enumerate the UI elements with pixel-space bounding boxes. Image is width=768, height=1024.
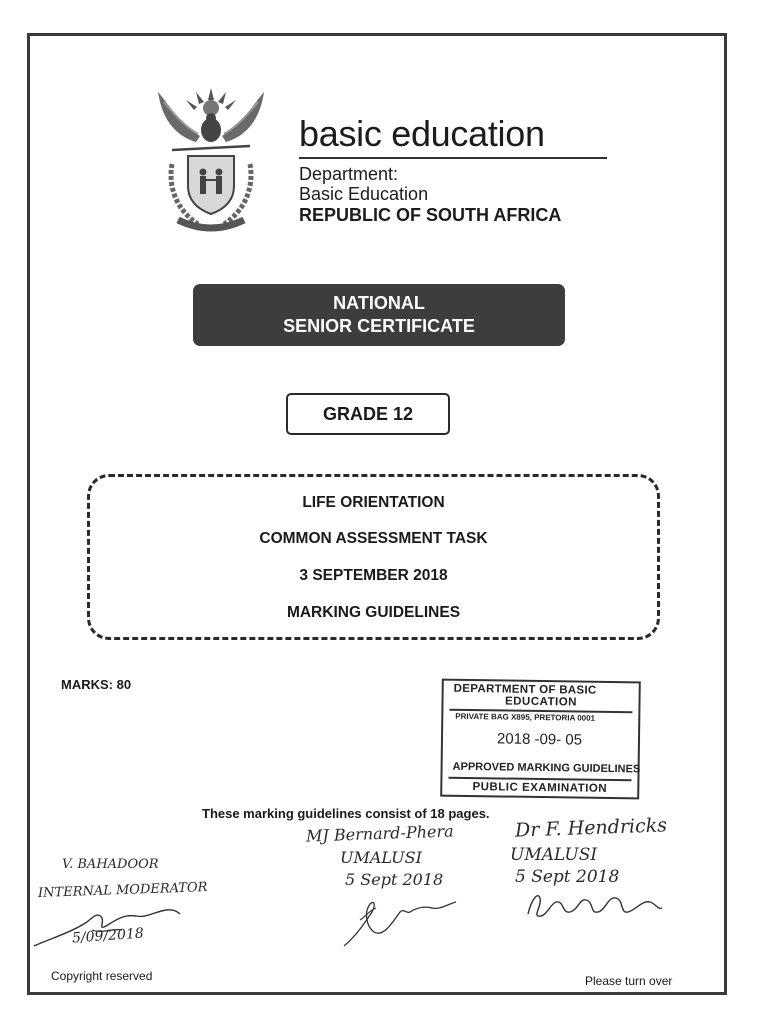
umalusi-1-org: UMALUSI <box>340 848 422 867</box>
grade-label: GRADE 12 <box>286 393 450 435</box>
copyright-note: Copyright reserved <box>51 969 153 983</box>
moderator-date: 5/09/2018 <box>71 925 145 947</box>
department-name: Basic Education <box>299 184 429 204</box>
turn-over-note: Please turn over <box>585 974 673 988</box>
certificate-banner <box>193 284 565 346</box>
umalusi-2-name: Dr F. Hendricks <box>514 814 668 842</box>
umalusi-1-name: MJ Bernard-Phera <box>305 821 454 846</box>
exam-date: 3 SEPTEMBER 2018 <box>299 567 448 584</box>
umalusi-2-signature-icon <box>524 888 664 922</box>
stamp-date: 2018 -09- 05 <box>496 730 583 749</box>
brand-title: basic education <box>299 113 545 154</box>
coat-of-arms-logo <box>150 86 272 236</box>
umalusi-1-signature-icon <box>340 890 470 950</box>
stamp-line-2: EDUCATION <box>504 695 578 709</box>
certificate-line-2: SENIOR CERTIFICATE <box>283 316 475 336</box>
umalusi-1-date: 5 Sept 2018 <box>345 870 444 889</box>
marks-label: MARKS: 80 <box>61 677 132 692</box>
subject-name: LIFE ORIENTATION <box>302 494 445 511</box>
stamp-approved: APPROVED MARKING GUIDELINES <box>452 760 641 776</box>
stamp-line-1: DEPARTMENT OF BASIC <box>453 682 597 697</box>
stamp-exam: PUBLIC EXAMINATION <box>472 781 608 795</box>
country-name: REPUBLIC OF SOUTH AFRICA <box>299 205 562 225</box>
stamp-address: PRIVATE BAG X895, PRETORIA 0001 <box>455 711 596 723</box>
moderator-name: V. BAHADOOR <box>62 857 159 872</box>
umalusi-2-date: 5 Sept 2018 <box>515 867 620 887</box>
moderator-role: INTERNAL MODERATOR <box>37 880 208 901</box>
umalusi-2-org: UMALUSI <box>510 845 598 865</box>
department-label: Department: <box>299 164 399 184</box>
page-count-note: These marking guidelines consist of 18 pages. <box>202 806 490 821</box>
document-type: MARKING GUIDELINES <box>286 604 461 621</box>
approval-stamp <box>440 679 641 800</box>
task-name: COMMON ASSESSMENT TASK <box>259 530 488 547</box>
certificate-line-1: NATIONAL <box>333 293 425 313</box>
brand-rule <box>299 157 607 159</box>
